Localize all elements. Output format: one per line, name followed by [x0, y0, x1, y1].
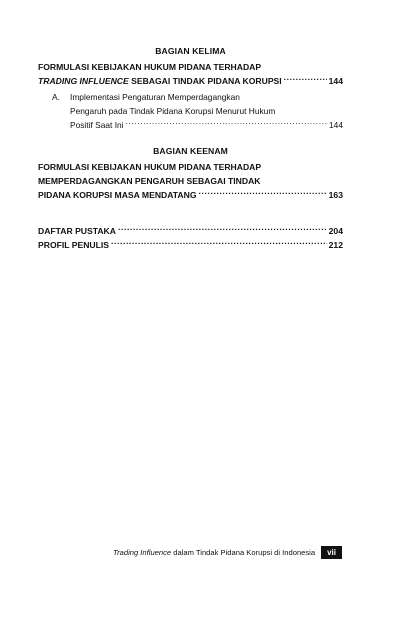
section-label: BAGIAN KELIMA	[155, 46, 226, 56]
running-title	[113, 548, 315, 557]
page-number: 144	[329, 120, 343, 130]
page-number: 204	[328, 226, 343, 236]
section-label: BAGIAN KEENAM	[153, 146, 228, 156]
subentry-line: Implementasi Pengaturan Memperdagangkan	[70, 92, 240, 102]
dot-leader	[126, 118, 327, 128]
section-title-line: FORMULASI KEBIJAKAN HUKUM PIDANA TERHADAP	[38, 162, 262, 172]
section-title-line: MEMPERDAGANGKAN PENGARUH SEBAGAI TINDAK	[38, 176, 261, 186]
italic-term: TRADING INFLUENCE	[38, 76, 129, 86]
toc-subentry[interactable]	[38, 90, 343, 132]
title-rest: SEBAGAI TINDAK PIDANA KORUPSI	[128, 76, 282, 86]
table-of-contents	[38, 46, 343, 252]
page-footer	[92, 546, 342, 559]
section-title-line: PIDANA KORUPSI MASA MENDATANG	[38, 190, 197, 200]
dot-leader	[118, 224, 327, 234]
running-title-italic: Trading Influence	[113, 548, 172, 557]
dot-leader	[199, 188, 327, 198]
subentry-line: Positif Saat Ini	[70, 120, 124, 130]
entry-label: DAFTAR PUSTAKA	[38, 226, 116, 236]
footer-page-number: vii	[321, 546, 342, 559]
section-title-line: FORMULASI KEBIJAKAN HUKUM PIDANA TERHADAP	[38, 62, 262, 72]
toc-entry[interactable]	[38, 188, 343, 202]
toc-entry-author-profile[interactable]	[38, 238, 343, 252]
toc-entry-bibliography[interactable]	[38, 224, 343, 238]
page-number: 144	[328, 76, 343, 86]
page-number: 163	[328, 190, 343, 200]
subentry-line-with-page	[70, 118, 343, 132]
dot-leader	[284, 74, 327, 84]
entry-label: PROFIL PENULIS	[38, 240, 109, 250]
subentry-line: Pengaruh pada Tindak Pidana Korupsi Menurut Hukum	[70, 106, 276, 116]
running-title-rest: dalam Tindak Pidana Korupsi di Indonesia	[171, 548, 316, 557]
dot-leader	[111, 238, 327, 248]
page-number: 212	[328, 240, 343, 250]
section-title-line	[38, 74, 282, 88]
toc-entry[interactable]	[38, 74, 343, 88]
subentry-letter: A.	[52, 92, 60, 102]
